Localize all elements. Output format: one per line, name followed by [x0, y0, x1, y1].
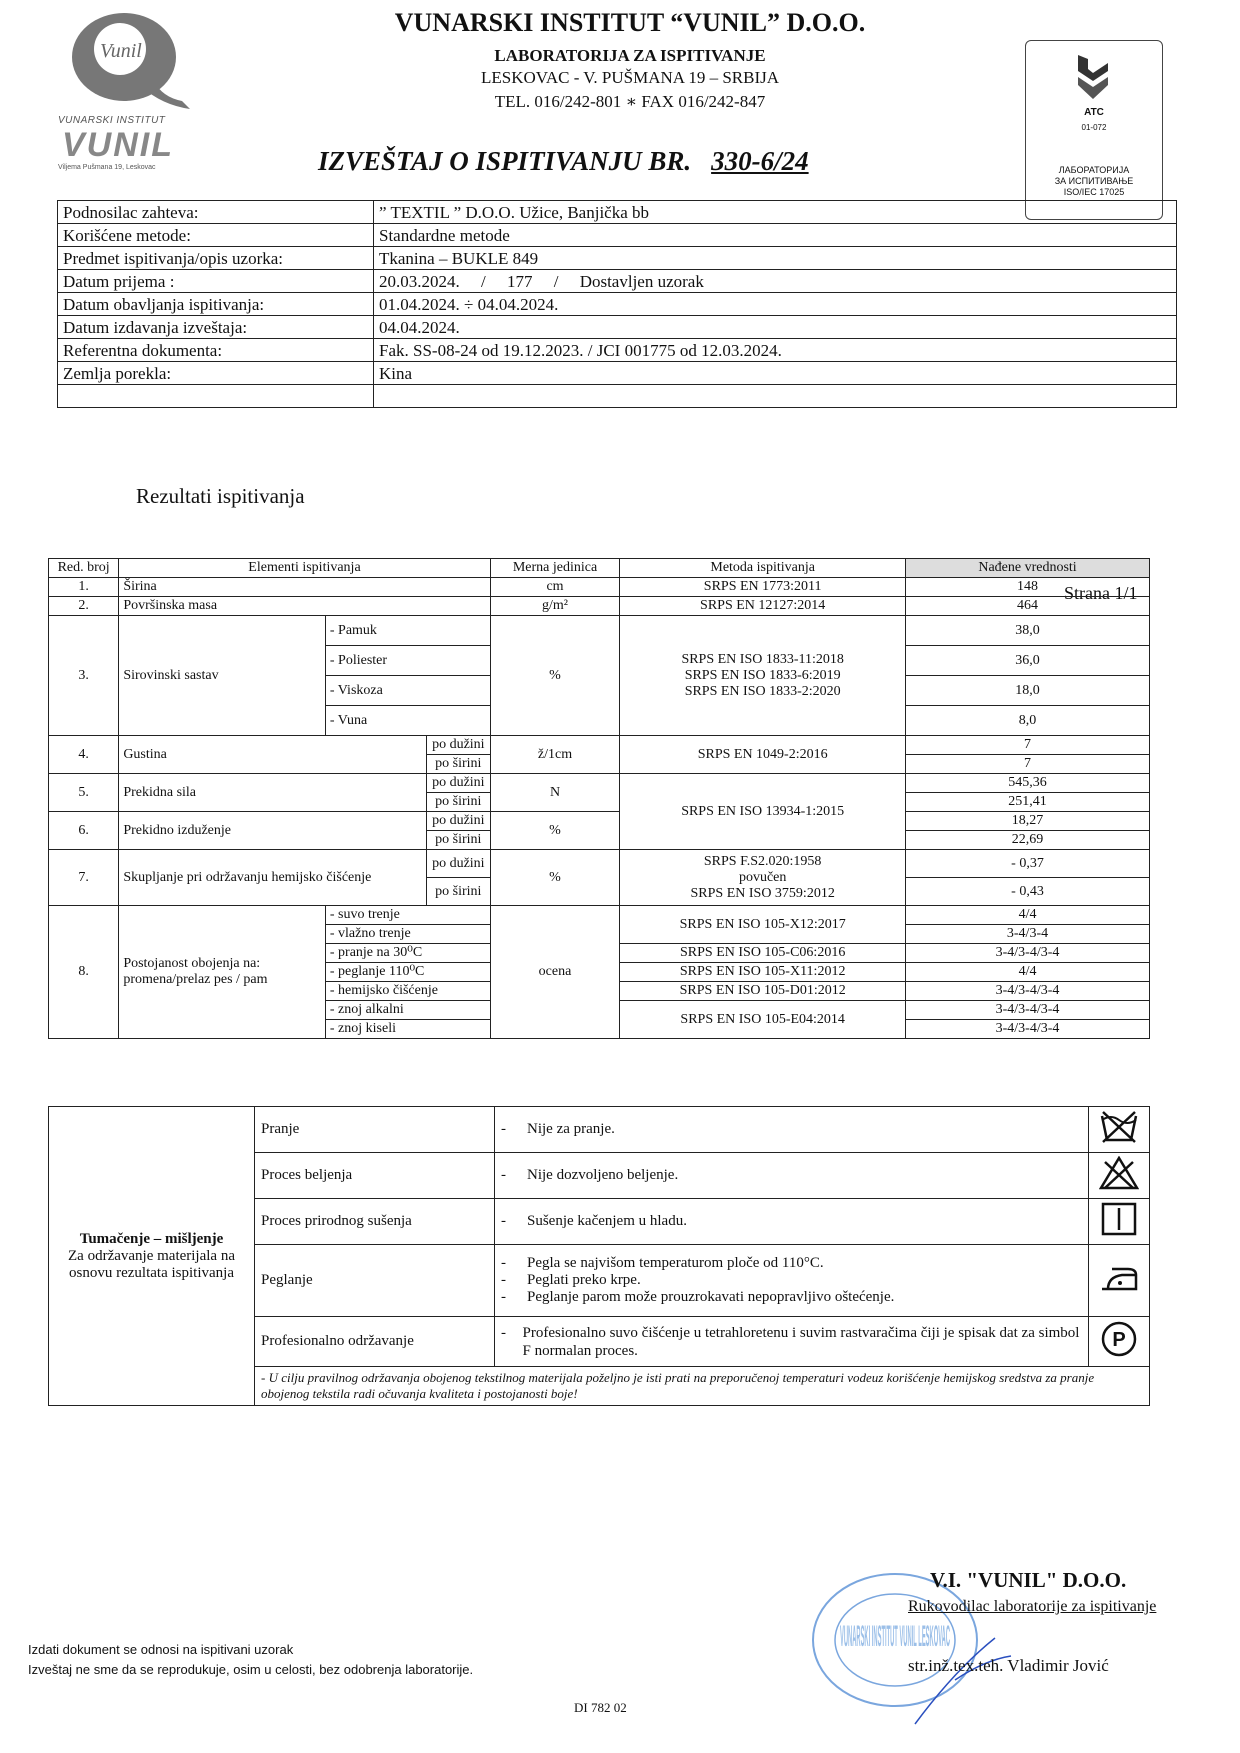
table-row: [49, 850, 1150, 878]
method-line: SRPS EN ISO 1833-6:2019: [684, 667, 841, 683]
row-value: 3-4/3-4/3-4: [906, 944, 1150, 963]
care-key: Pranje: [255, 1107, 495, 1153]
col-header-elements: Elementi ispitivanja: [119, 559, 490, 578]
phone-fax: TEL. 016/242-801 ∗ FAX 016/242-847: [494, 92, 766, 111]
table-row: [49, 906, 1150, 925]
atc-text-line: ЛАБОРАТОРИЈА: [1058, 165, 1130, 175]
row-unit: %: [490, 850, 620, 906]
svg-text:Vunil: Vunil: [100, 40, 142, 62]
row-number: 6.: [49, 812, 119, 850]
row-value: 148: [906, 578, 1150, 597]
row-direction: po širini: [426, 793, 490, 812]
info-row: [58, 201, 1177, 224]
care-text: - Nije dozvoljeno beljenje.: [495, 1153, 1089, 1199]
row-subitem: - Poliester: [325, 646, 490, 676]
results-header-row: [49, 559, 1150, 578]
table-row: [49, 616, 1150, 646]
row-unit: N: [490, 774, 620, 812]
row-direction: po širini: [426, 878, 490, 906]
info-row: [58, 316, 1177, 339]
row-subitem: - suvo trenje: [325, 906, 490, 925]
results-heading: Rezultati ispitivanja: [136, 484, 305, 508]
row-direction: po dužini: [426, 812, 490, 831]
row-subitem: - vlažno trenje: [325, 925, 490, 944]
atc-text: [1026, 165, 1162, 198]
atc-code: ATC: [1084, 107, 1104, 118]
row-value: 38,0: [906, 616, 1150, 646]
row-method: SRPS EN ISO 105-D01:2012: [620, 982, 906, 1001]
info-row: [58, 293, 1177, 316]
row-method: SRPS EN ISO 105-E04:2014: [620, 1001, 906, 1039]
care-text: - Nije za pranje.: [495, 1107, 1089, 1153]
row-element: Postojanost obojenja na: promena/prelaz pes / pam: [119, 906, 326, 1039]
row-subitem: - znoj alkalni: [325, 1001, 490, 1020]
atc-number: 01-072: [1081, 123, 1107, 132]
vunil-q-logo: [62, 5, 192, 115]
row-direction: po dužini: [426, 850, 490, 878]
logo-institute-label: VUNARSKI INSTITUT: [58, 115, 166, 126]
footer-note-1: Izdati dokument se odnosi na ispitivani uzorak: [28, 1642, 294, 1657]
care-line: Nije za pranje.: [527, 1121, 615, 1137]
interpretation-title: Tumačenje – mišljenje: [79, 1230, 224, 1247]
col-header-method: Metoda ispitivanja: [620, 559, 906, 578]
table-row: [49, 774, 1150, 793]
row-method: SRPS EN 1773:2011: [620, 578, 906, 597]
iron-low-icon: [1089, 1245, 1150, 1317]
info-row: [58, 224, 1177, 247]
info-value: [374, 385, 1177, 408]
care-line: Pegla se najvišom temperaturom ploče od 110°C.: [527, 1255, 824, 1271]
care-line: Sušenje kačenjem u hladu.: [527, 1213, 687, 1229]
info-key: [58, 385, 374, 408]
care-text: - Profesionalno suvo čišćenje u tetrahloretenu i suvim rastvaračima čiji je spisak dat za simbol F normalan proces.: [495, 1317, 1089, 1367]
col-header-no: Red. broj: [49, 559, 119, 578]
no-wash-icon: [1089, 1107, 1150, 1153]
info-row: [58, 270, 1177, 293]
row-value: 3-4/3-4/3-4: [906, 1020, 1150, 1039]
care-line: Nije dozvoljeno beljenje.: [527, 1167, 679, 1183]
info-value: 01.04.2024. ÷ 04.04.2024.: [374, 293, 1177, 316]
interpretation-label: [49, 1107, 255, 1406]
table-row: [49, 812, 1150, 831]
row-value: 18,0: [906, 676, 1150, 706]
row-value: 3-4/3-4: [906, 925, 1150, 944]
info-value: 20.03.2024. / 177 / Dostavljen uzorak: [374, 270, 1177, 293]
row-subitem: - pranje na 30⁰C: [325, 944, 490, 963]
row-number: 5.: [49, 774, 119, 812]
row-value: 22,69: [906, 831, 1150, 850]
dry-clean-letter: P: [1112, 1329, 1126, 1351]
care-key: Proces prirodnog sušenja: [255, 1199, 495, 1245]
row-element: Površinska masa: [119, 597, 490, 616]
institute-name: VUNARSKI INSTITUT “VUNIL” D.O.O.: [394, 8, 866, 37]
info-key: Podnosilac zahteva:: [58, 201, 374, 224]
report-number: 330-6/24: [711, 146, 809, 176]
row-element: Skupljanje pri održavanju hemijsko čišćenje: [119, 850, 427, 906]
info-key: Datum obavljanja ispitivanja:: [58, 293, 374, 316]
col-header-value: Nađene vrednosti: [906, 559, 1150, 578]
care-text: - Sušenje kačenjem u hladu.: [495, 1199, 1089, 1245]
care-interpretation-table: [48, 1106, 1150, 1406]
table-row: [49, 736, 1150, 755]
row-method: [620, 616, 906, 736]
atc-text-line: ISO/IEC 17025: [1063, 187, 1125, 197]
col-header-unit: Merna jedinica: [490, 559, 620, 578]
row-value: 8,0: [906, 706, 1150, 736]
method-line: SRPS EN ISO 3759:2012: [690, 885, 835, 901]
row-value: 545,36: [906, 774, 1150, 793]
info-key: Zemlja porekla:: [58, 362, 374, 385]
row-method: SRPS EN 12127:2014: [620, 597, 906, 616]
atc-text-line: ЗА ИСПИТИВАЊЕ: [1054, 176, 1134, 186]
info-key: Datum izdavanja izveštaja:: [58, 316, 374, 339]
row-method: SRPS EN ISO 13934-1:2015: [620, 774, 906, 850]
row-unit: ž/1cm: [490, 736, 620, 774]
care-key: Proces beljenja: [255, 1153, 495, 1199]
interpretation-subtitle: Za održavanje materijala na osnovu rezultata ispitivanja: [68, 1247, 235, 1281]
info-key: Predmet ispitivanja/opis uzorka:: [58, 247, 374, 270]
lab-name: LABORATORIJA ZA ISPITIVANJE: [494, 46, 766, 65]
row-direction: po širini: [426, 755, 490, 774]
row-value: 3-4/3-4/3-4: [906, 1001, 1150, 1020]
row-method: [620, 850, 906, 906]
row-value: 464: [906, 597, 1150, 616]
row-unit: ocena: [490, 906, 620, 1039]
row-value: 251,41: [906, 793, 1150, 812]
care-line: Peglati preko krpe.: [527, 1272, 641, 1288]
row-element: Sirovinski sastav: [119, 616, 326, 736]
document-id: DI 782 02: [574, 1700, 627, 1715]
row-element: Prekidno izduženje: [119, 812, 427, 850]
row-subitem: - znoj kiseli: [325, 1020, 490, 1039]
row-unit: %: [490, 616, 620, 736]
table-row: [49, 597, 1150, 616]
care-row: [49, 1107, 1150, 1153]
logo-address: Viljema Pušmana 19, Leskovac: [58, 164, 156, 171]
info-key: Datum prijema :: [58, 270, 374, 293]
care-line: Profesionalno suvo čišćenje u tetrahloretenu i suvim rastvaračima čiji je spisak dat za simbol F normalan proces.: [522, 1324, 1080, 1359]
row-value: 7: [906, 736, 1150, 755]
report-info-table: [57, 200, 1177, 408]
info-value: ” TEXTIL ” D.O.O. Užice, Banjička bb: [374, 201, 1177, 224]
accreditation-badge: [1025, 40, 1163, 220]
method-line: SRPS EN ISO 1833-11:2018: [681, 651, 844, 667]
row-subitem: - hemijsko čišćenje: [325, 982, 490, 1001]
care-key: Peglanje: [255, 1245, 495, 1317]
method-line: SRPS F.S2.020:1958: [703, 853, 822, 869]
row-value: 3-4/3-4/3-4: [906, 982, 1150, 1001]
row-number: 8.: [49, 906, 119, 1039]
row-method: SRPS EN 1049-2:2016: [620, 736, 906, 774]
stamp-text: VUNARSKI INSTITUT VUNIL LESKOVAC: [840, 1620, 950, 1653]
row-value: 4/4: [906, 963, 1150, 982]
info-value: Kina: [374, 362, 1177, 385]
address: LESKOVAC - V. PUŠMANA 19 – SRBIJA: [480, 68, 780, 87]
dry-clean-p-icon: [1089, 1317, 1150, 1367]
row-value: 4/4: [906, 906, 1150, 925]
info-value: Standardne metode: [374, 224, 1177, 247]
row-number: 2.: [49, 597, 119, 616]
row-direction: po dužini: [426, 736, 490, 755]
row-method: SRPS EN ISO 105-C06:2016: [620, 944, 906, 963]
row-value: - 0,43: [906, 878, 1150, 906]
row-subitem: - Pamuk: [325, 616, 490, 646]
row-method: SRPS EN ISO 105-X11:2012: [620, 963, 906, 982]
row-number: 7.: [49, 850, 119, 906]
row-unit: g/m²: [490, 597, 620, 616]
signature-role: Rukovodilac laboratorije za ispitivanje: [908, 1598, 1157, 1615]
care-text: - Pegla se najvišom temperaturom ploče od 110°C. - Peglati preko krpe. - Peglanje parom može prouzrokavati nepopravljivo oštećenje.: [495, 1245, 1089, 1317]
info-value: Tkanina – BUKLE 849: [374, 247, 1177, 270]
report-label: IZVEŠTAJ O ISPITIVANJU BR.: [318, 146, 692, 176]
footer-note-2: Izveštaj ne sme da se reprodukuje, osim u celosti, bez odobrenja laboratorije.: [28, 1662, 474, 1677]
method-line: SRPS EN ISO 1833-2:2020: [684, 683, 841, 699]
row-subitem: - peglanje 110⁰C: [325, 963, 490, 982]
row-unit: %: [490, 812, 620, 850]
info-value: Fak. SS-08-24 od 19.12.2023. / JCI 001775 od 12.03.2024.: [374, 339, 1177, 362]
row-direction: po širini: [426, 831, 490, 850]
signature-name: str.inž.tex.teh. Vladimir Jović: [908, 1656, 1109, 1675]
results-table: [48, 558, 1150, 1039]
method-line: povučen: [738, 869, 787, 885]
row-element: Gustina: [119, 736, 427, 774]
care-line: Peglanje parom može prouzrokavati nepopravljivo oštećenje.: [527, 1289, 895, 1305]
row-method: SRPS EN ISO 105-X12:2017: [620, 906, 906, 944]
info-key: Korišćene metode:: [58, 224, 374, 247]
info-key: Referentna dokumenta:: [58, 339, 374, 362]
row-number: 1.: [49, 578, 119, 597]
row-subitem: - Viskoza: [325, 676, 490, 706]
info-row: [58, 339, 1177, 362]
row-subitem: - Vuna: [325, 706, 490, 736]
row-number: 4.: [49, 736, 119, 774]
page-number: Strana 1/1: [1064, 583, 1138, 603]
row-direction: po dužini: [426, 774, 490, 793]
row-value: - 0,37: [906, 850, 1150, 878]
shade-line-dry-icon: [1089, 1199, 1150, 1245]
no-bleach-icon: [1089, 1153, 1150, 1199]
row-value: 18,27: [906, 812, 1150, 831]
logo-vunil-wordmark: VUNIL: [62, 126, 174, 164]
report-title: [318, 146, 819, 177]
signature-company: V.I. "VUNIL" D.O.O.: [930, 1568, 1127, 1592]
info-row: [58, 247, 1177, 270]
row-element: Širina: [119, 578, 490, 597]
row-element: Prekidna sila: [119, 774, 427, 812]
atc-logo-icon: [1070, 51, 1116, 103]
care-key: Profesionalno održavanje: [255, 1317, 495, 1367]
row-unit: cm: [490, 578, 620, 597]
info-row: [58, 362, 1177, 385]
care-note: - U cilju pravilnog održavanja obojenog tekstilnog materijala poželjno je isti prati na preporučenoj temperaturi vodeuz korišćenje hemijskog sredstva za pranje obojenog tekstila radi očuvanja kvaliteta i postojanosti boje!: [255, 1367, 1150, 1406]
row-number: 3.: [49, 616, 119, 736]
row-value: 36,0: [906, 646, 1150, 676]
row-value: 7: [906, 755, 1150, 774]
table-row: [49, 578, 1150, 597]
info-value: 04.04.2024.: [374, 316, 1177, 339]
info-row: [58, 385, 1177, 408]
